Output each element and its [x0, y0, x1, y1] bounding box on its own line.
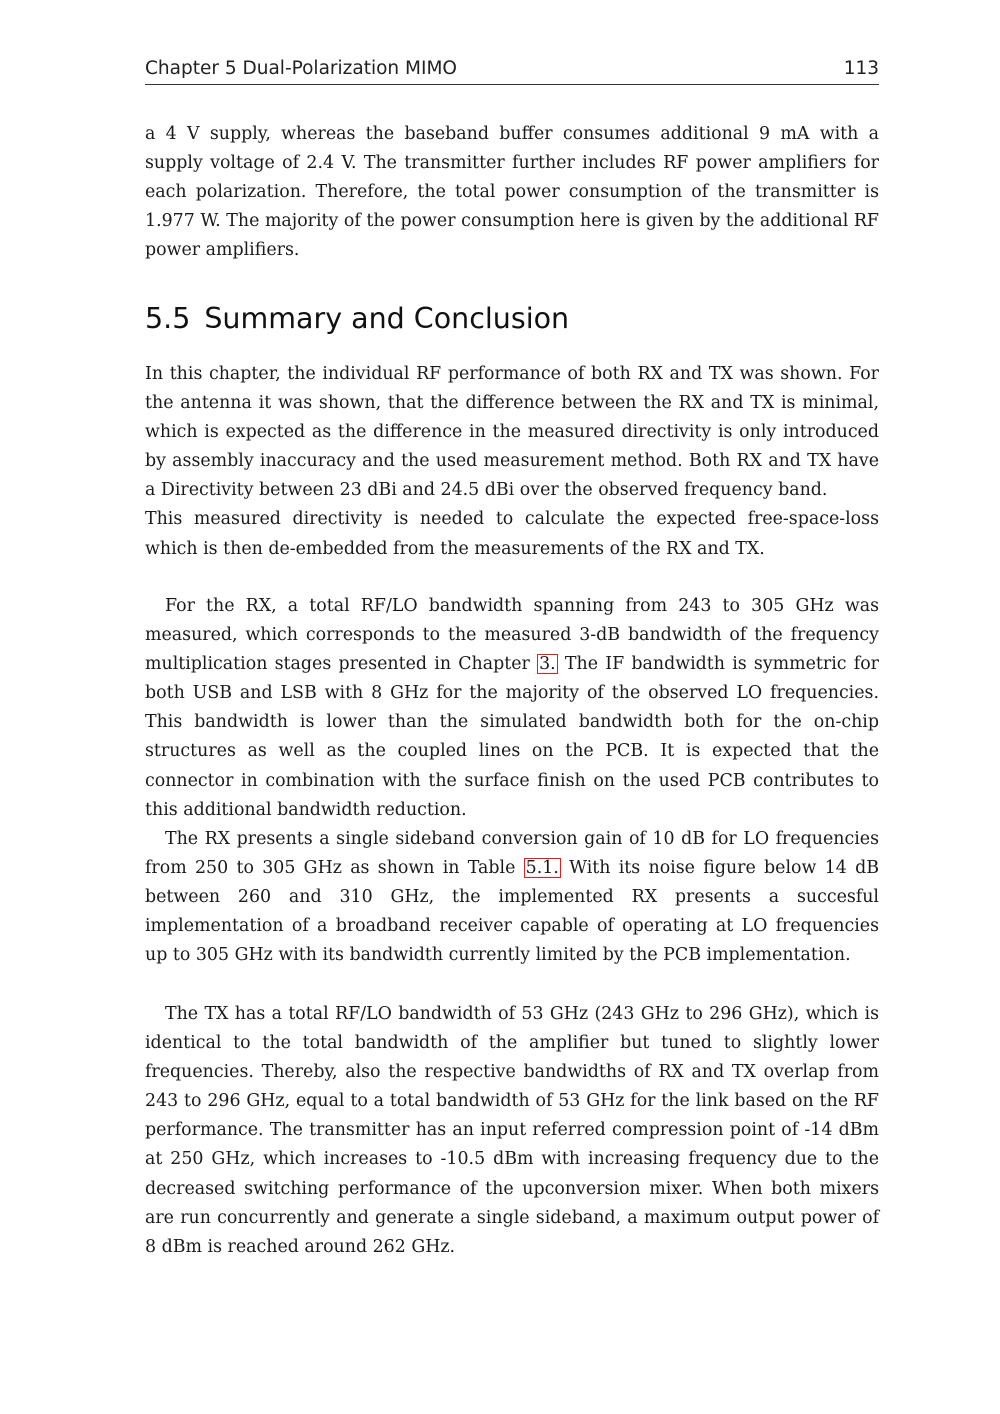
section-heading	[145, 302, 569, 335]
paragraph-summary	[145, 360, 879, 564]
page-number: 113	[843, 58, 879, 79]
text-segment: The IF bandwidth is symmetric for both USB and LSB with 8 GHz for the majority of the observed LO frequencies. This bandwidth is lower than the simulated bandwidth both for the on-chip structures as well as the coupled lines on the PCB. It is expected that the connector in combination with the surface finish on the used PCB contributes to this additional bandwidth reduction.	[145, 654, 879, 820]
paragraph-directivity: This measured directivity is needed to calculate the expected free-space-loss which is then de-embedded from the measurements of the RX and TX.	[145, 509, 879, 559]
chapter-title: Chapter 5 Dual-Polarization MIMO	[145, 58, 457, 79]
paragraph-rx-bandwidth	[145, 592, 879, 825]
paragraph-antenna: In this chapter, the individual RF performance of both RX and TX was shown. For the antenna it was shown, that the difference between the RX and TX is minimal, which is expected as the difference in the measured directivity is only introduced by assembly inaccuracy and the used measurement method. Both RX and TX have a Directivity between 23 dBi and 24.5 dBi over the observed frequency band.	[145, 364, 879, 501]
text-segment: For the RX, a total RF/LO bandwidth spanning from 243 to 305 GHz was measured, which corresponds to the measured 3-dB bandwidth of the frequency multiplication stages presented in Chapter	[145, 596, 879, 675]
text-segment: The RX presents a single sideband conversion gain of 10 dB for LO frequencies from 250 to 305 GHz as shown in Table	[145, 829, 879, 879]
section-number: 5.5	[145, 302, 191, 335]
paragraph-rx-gain	[145, 825, 879, 970]
running-header	[145, 56, 879, 85]
chapter-reference-link[interactable]: 3.	[539, 654, 556, 675]
paragraph-power-consumption: a 4 V supply, whereas the baseband buffer consumes additional 9 mA with a supply voltage of 2.4 V. The transmitter further includes RF power amplifiers for each polarization. Therefore, the total power consumption of the transmitter is 1.977 W. The majority of the power consumption here is given by the additional RF power amplifiers.	[145, 124, 879, 261]
table-reference-link[interactable]: 5.1.	[525, 858, 559, 879]
text-segment: With its noise figure below 14 dB between 260 and 310 GHz, the implemented RX presents a succesful implementation of a broadband receiver capable of operating at LO frequencies up to 305 GHz with its bandwidth currently limited by the PCB implementation.	[145, 858, 880, 966]
paragraph-tx-bandwidth: The TX has a total RF/LO bandwidth of 53 GHz (243 GHz to 296 GHz), which is identical to the total bandwidth of the amplifier but tuned to slightly lower frequencies. Thereby, also the respective bandwidths of RX and TX overlap from 243 to 296 GHz, equal to a total bandwidth of 53 GHz for the link based on the RF performance. The transmitter has an input referred compression point of -14 dBm at 250 GHz, which increases to -10.5 dBm with increasing frequency due to the decreased switching performance of the upconversion mixer. When both mixers are run concurrently and generate a single sideband, a maximum output power of 8 dBm is reached around 262 GHz.	[145, 1004, 879, 1257]
section-title: Summary and Conclusion	[204, 302, 570, 335]
